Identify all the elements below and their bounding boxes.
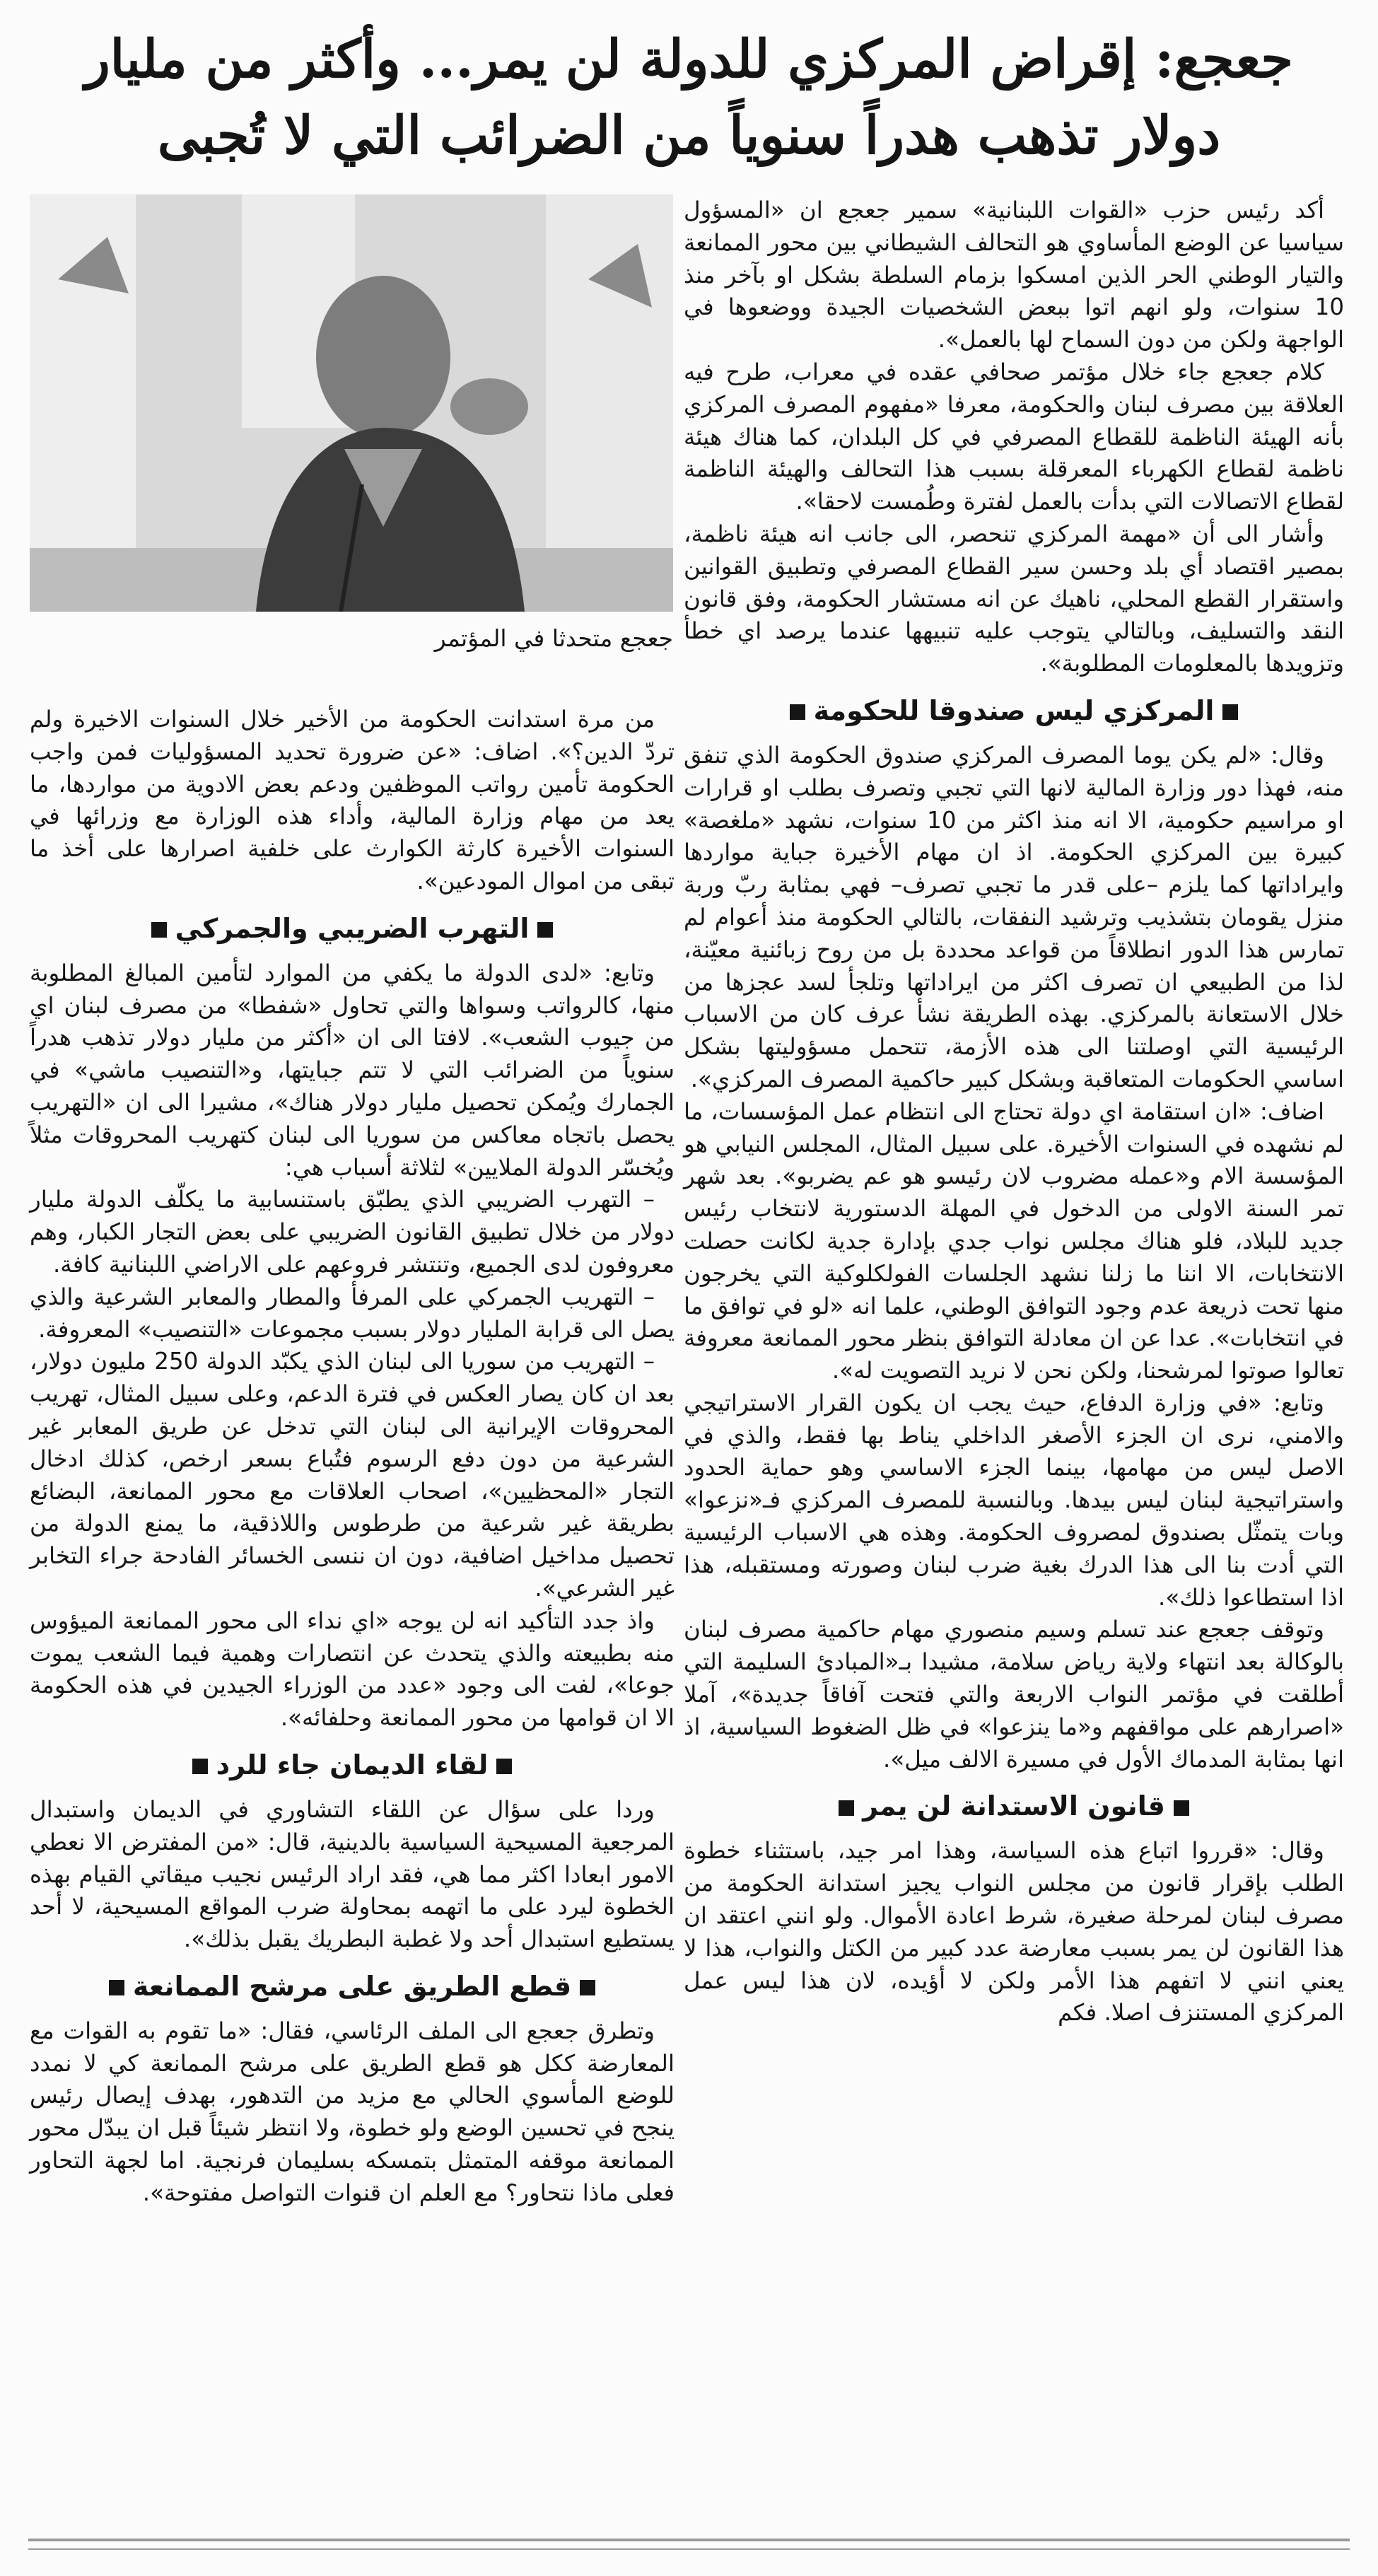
article-column-left [30, 704, 675, 2514]
paragraph: وقال: «قرروا اتباع هذه السياسة، وهذا امر جيد، باستثناء خطوة الطلب بإقرار قانون من مجلس النواب يجيز استدانة الحكومة من مصرف لبنان لمرحلة صغيرة، شرط اعادة الأموال. ولو انني اعتقد ان هذا القانون لن يمر بسبب معارضة عدد كبير من الكتل والنواب، هذا لا يعني انني لا اتفهم هذا الأمر ولكن لا أؤيده، لان هذا ليس عمل المركزي المستنزف اصلا. فكم [684, 1837, 1344, 2027]
bullet-square-icon [839, 1800, 854, 1816]
bullet-square-icon [537, 922, 553, 938]
paragraph: وتابع: «لدى الدولة ما يكفي من الموارد لتأمين المبالغ المطلوبة منها، كالرواتب وسواها والتي تحاول «شفطا» من مصرف لبنان اي من جيوب الشعب». لافتا الى ان «أكثر من مليار دولار تذهب هدراً سنوياً من الضرائب التي لا تتم جبايتها، و«التنصيب ماشي» في الجمارك ويُمكن تحصيل مليار دولار هناك»، مشيرا الى ان «التهريب يحصل باتجاه معاكس من سوريا الى لبنان كتهريب المحروقات مثلاً ويُخسّر الدولة الملايين» لثلاثة أسباب هي: [30, 959, 675, 1181]
speaker-photo [30, 194, 673, 612]
bullet-square-icon [192, 1759, 208, 1774]
bottom-rule [28, 2539, 1350, 2541]
paragraph: وأشار الى أن «مهمة المركزي تنحصر، الى جانب انه هيئة ناظمة، بمصير اقتصاد أي بلد وحسن سير القطاع المصرفي وتطبيق القوانين واستقرار القطع المحلي، ناهيك عن انه مستشار الحكومة، وفق قانون النقد والتسليف، وبالتالي يتوجب عليه تنبيهها عندما يرصد اي خطأ وتزويدها بالمعلومات المطلوبة». [684, 520, 1344, 677]
subheading-text: المركزي ليس صندوقا للحكومة [813, 694, 1215, 726]
subheading-text: التهرب الضريبي والجمركي [175, 912, 530, 944]
subheading-text: قانون الاستدانة لن يمر [863, 1790, 1165, 1822]
paragraph: – التهرب الضريبي الذي يطبّق باستنسابية ما يكلّف الدولة مليار دولار من خلال تطبيق القانون الضريبي على بعض التجار الكبار، وهم معروفون لدى الجميع، وتنتشر فروعهم على الاراضي اللبنانية كافة. [30, 1186, 675, 1278]
paragraph: اضاف: «ان استقامة اي دولة تحتاج الى انتظام عمل المؤسسات، ما لم نشهده في السنوات الأخيرة. على سبيل المثال، المجلس النيابي هو المؤسسة الام و«عمله مضروب لان رئيسو هو عم يضربو». بعد شهر تمر السنة الاولى من الدخول في المهلة الدستورية لانتخاب رئيس جديد للبلاد، فلو هناك مجلس نواب جدي بإدارة جدية لكانت حصلت الانتخابات، الا اننا ما زلنا نشهد الجلسات الفولكلوكية التي يخرجون منها تحت ذريعة عدم وجود التوافق الوطني، علما انه «لو في توافق ما في انتخابات». عدا عن ان معادلة التوافق بنظر محور الممانعة معروفة تعالوا صوتوا لمرشحنا، ولكن نحن لا نريد التصويت له». [684, 1097, 1344, 1385]
paragraph: أكد رئيس حزب «القوات اللبنانية» سمير جعجع ان «المسؤول سياسيا عن الوضع المأساوي هو التحالف الشيطاني بين محور الممانعة والتيار الوطني الحر الذين امسكوا بزمام السلطة بشكل او بآخر منذ 10 سنوات، ولو انهم اتوا ببعض الشخصيات الجيدة ووضعوها في الواجهة ولكن من دون السماح لها بالعمل». [684, 197, 1344, 354]
paragraph: – التهريب الجمركي على المرفأ والمطار والمعابر الشرعية والذي يصل الى قرابة المليار دولار بسبب مجموعات «التنصيب» المعروفة. [30, 1283, 675, 1343]
subheading [30, 908, 675, 949]
bullet-square-icon [1222, 704, 1238, 720]
subheading-text: قطع الطريق على مرشح الممانعة [132, 1970, 572, 2002]
article-column-right [684, 194, 1344, 2514]
bullet-square-icon [109, 1980, 124, 1995]
subheading [30, 1966, 675, 2007]
bullet-square-icon [151, 922, 167, 938]
speaker-photo-illustration [30, 194, 673, 612]
headline-line-2: دولار تذهب هدراً سنوياً من الضرائب التي لا تُجبى [157, 105, 1221, 166]
article-headline [64, 21, 1314, 184]
bullet-square-icon [580, 1980, 595, 1995]
paragraph: – التهريب من سوريا الى لبنان الذي يكبّد الدولة 250 مليون دولار، بعد ان كان يصار العكس في فترة الدعم، وعلى سبيل المثال، تهريب المحروقات الإيرانية الى لبنان التي تدخل عن طريق المعابر غير الشرعية من دون دفع الرسوم فتُباع بسعر ارخص، كذلك ادخال التجار «المحظيين»، اصحاب العلاقات مع محور الممانعة، البضائع بطريقة غير شرعية من طرطوس واللاذقية، ما يمنع الدولة من تحصيل مداخيل اضافية، دون ان ننسى الخسائر الفادحة جراء التخابر غير الشرعي». [30, 1348, 675, 1602]
headline-line-1: جعجع: إقراض المركزي للدولة لن يمر... وأكثر من مليار [84, 29, 1294, 90]
paragraph: وتابع: «في وزارة الدفاع، حيث يجب ان يكون القرار الاستراتيجي والامني، نرى ان الجزء الأصغر الداخلي يناط بها فقط، والذي في الاصل ليس من مهامها، بينما الجزء الاساسي وهو حماية الحدود واستراتيجية لبنان ليس بيدها. وبالنسبة للمصرف المركزي فـ«نزعوا» وبات يتمثّل بصندوق لمصروف الحكومة. وهذه هي الاسباب الرئيسية التي أدت بنا الى هذا الدرك بغية ضرب لبنان وصورته ومستقبله، هذا اذا استطاعوا ذلك». [684, 1389, 1344, 1611]
paragraph: وتوقف جعجع عند تسلم وسيم منصوري مهام حاكمية مصرف لبنان بالوكالة بعد انتهاء ولاية رياض سلامة، مشيدا بـ«المبادئ السليمة التي أطلقت في مؤتمر النواب الاربعة والتي فتحت آفاقاً جديدة»، آملا «اصرارهم على مواقفهم و«ما ينزعوا» في ظل الضغوط السياسية، اذ انها بمثابة المدماك الأول في مسيرة الالف ميل». [684, 1616, 1344, 1773]
bullet-square-icon [496, 1759, 512, 1774]
paragraph: وتطرق جعجع الى الملف الرئاسي، فقال: «ما تقوم به القوات مع المعارضة ككل هو قطع الطريق على مرشح الممانعة كي لا نمدد للوضع المأسوي الحالي مع مزيد من التدهور، بهدف إيصال رئيس ينجح في تحسين الوضع ولو خطوة، ولا انتظر شيئاً قبل ان يبدّل محور الممانعة موقفه المتمثل بتمسكه بسليمان فرنجية. اما لجهة التحاور فعلى ماذا نتحاور؟ مع العلم ان قنوات التواصل مفتوحة». [30, 2017, 675, 2206]
paragraph: واذ جدد التأكيد انه لن يوجه «اي نداء الى محور الممانعة الميؤوس منه بطبيعته والذي يتحدث عن انتصارات وهمية فيما الشعب يموت جوعا»، لفت الى وجود «عدد من الوزراء الجيدين في هذه الحكومة الا ان قوامها من محور الممانعة وحلفائه». [30, 1607, 675, 1732]
subheading [684, 690, 1344, 731]
paragraph: كلام جعجع جاء خلال مؤتمر صحافي عقده في معراب، طرح فيه العلاقة بين مصرف لبنان والحكومة، معرفا «مفهوم المصرف المركزي بأنه الهيئة الناظمة للقطاع المصرفي في كل البلدان، كما هناك هيئة ناظمة لقطاع الكهرباء المعرقلة بسبب هذا التحالف والهيئة الناظمة لقطاع الاتصالات التي بدأت بالعمل لفترة وطُمست لاحقا». [684, 358, 1344, 515]
subheading-text: لقاء الديمان جاء للرد [216, 1749, 489, 1781]
paragraph: وردا على سؤال عن اللقاء التشاوري في الديمان واستبدال المرجعية المسيحية السياسية بالدينية، قال: «من المفترض الا نعطي الامور ابعادا اكثر مما هي، فقد اراد الرئيس نجيب ميقاتي القيام بهذه الخطوة ليرد على ما اتهمه بمحاولة ضرب المواقع المسيحية، لا أحد يستطيع استبدال أحد ولا غطبة البطريك يقبل بذلك». [30, 1795, 675, 1953]
photo-caption: جعجع متحدثا في المؤتمر [434, 624, 673, 652]
bottom-rule-thin [28, 2548, 1350, 2550]
subheading [30, 1744, 675, 1785]
bullet-square-icon [1174, 1800, 1189, 1816]
subheading [684, 1785, 1344, 1826]
paragraph: من مرة استدانت الحكومة من الأخير خلال السنوات الاخيرة ولم تردّ الدين؟». اضاف: «عن ضرورة تحديد المسؤوليات فمن واجب الحكومة تأمين رواتب الموظفين ودعم بعض الادوية من مواردها، ما يعد من مهام وزارة المالية، وأداء هذه الوزارة مع وزرائها في السنوات الأخيرة كارثة الكوارث على خلفية اصرارها على أخذ ما تبقى من اموال المودعين». [30, 706, 675, 894]
bullet-square-icon [790, 704, 805, 720]
paragraph: وقال: «لم يكن يوما المصرف المركزي صندوق الحكومة الذي تنفق منه، فهذا دور وزارة المالية لانها التي تجبي وتصرف بطلب او قرارات او مراسيم حكومية، الا انه منذ اكثر من 10 سنوات، نشهد «ملغصة» كبيرة بين المركزي الحكومة. اذ ان مهام الأخيرة جباية مواردها وايراداتها كما يلزم –على قدر ما تجبي تصرف– فهي بمثابة ربّ وربة منزل يقومان بتشذيب وترشيد النفقات، بالتالي الحكومة منذ أعوام لم تمارس هذا الدور انطلاقاً من قواعد محددة بل من روح زبائنية معيّنة، لذا من الطبيعي ان تصرف اكثر من ايراداتها وتلجأ لسد عجزها من خلال الاستعانة بالمركزي. بهذه الطريقة نشأ عرف كان من الاسباب الرئيسية التي اوصلتنا الى هذه الأزمة، تتحمل مسؤوليتها بشكل اساسي الحكومات المتعاقبة وبشكل كبير حاكمية المصرف المركزي». [684, 741, 1344, 1092]
